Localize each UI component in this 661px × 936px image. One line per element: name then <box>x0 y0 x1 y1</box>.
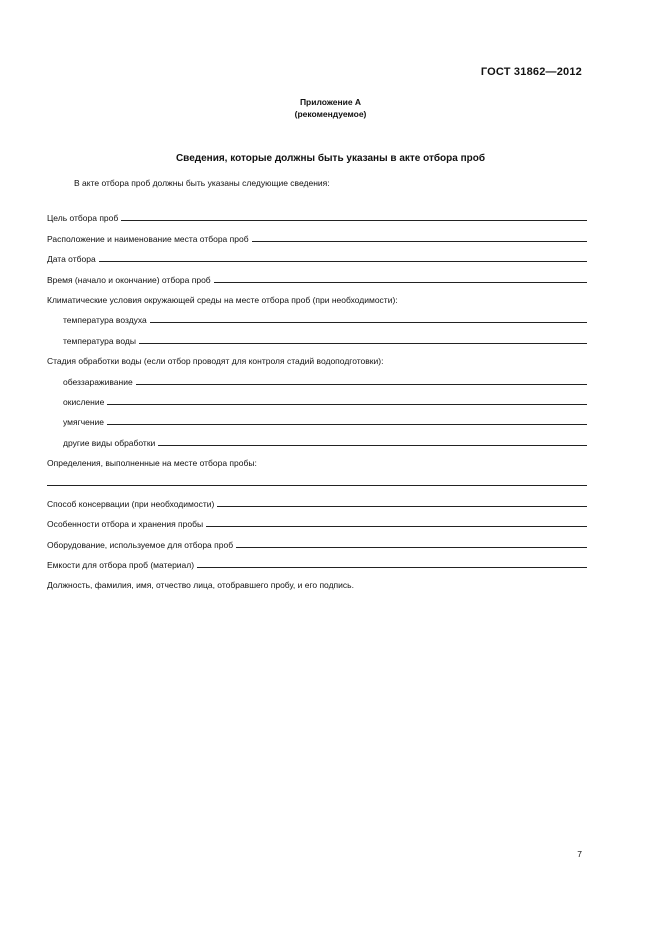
field-label: Емкости для отбора проб (материал) <box>47 560 195 571</box>
fill-line[interactable] <box>136 383 587 385</box>
field-label: окисление <box>63 396 105 407</box>
appendix-heading <box>0 96 661 120</box>
field-water-temp <box>47 325 587 345</box>
fill-line[interactable] <box>150 321 587 323</box>
field-label: обеззараживание <box>63 376 133 387</box>
field-air-temp <box>47 305 587 325</box>
field-label: Особенности отбора и хранения пробы <box>47 519 204 530</box>
fill-line[interactable] <box>252 240 587 242</box>
field-treatment-heading <box>47 346 587 366</box>
field-label: Расположение и наименование места отбора проб <box>47 233 249 244</box>
field-label: Должность, фамилия, имя, отчество лица, отобравшего пробу, и его подпись. <box>47 580 354 591</box>
field-goal <box>47 203 587 223</box>
fill-line[interactable] <box>214 281 587 283</box>
fill-line[interactable] <box>139 342 587 344</box>
field-label: температура воздуха <box>63 315 147 326</box>
field-climate-heading <box>47 285 587 305</box>
field-label: температура воды <box>63 335 136 346</box>
field-equipment <box>47 529 587 549</box>
field-label: Определения, выполненные на месте отбора пробы: <box>47 458 257 469</box>
field-containers <box>47 550 587 570</box>
field-label: Время (начало и окончание) отбора проб <box>47 274 211 285</box>
fill-line[interactable] <box>107 423 587 425</box>
section-title: Сведения, которые должны быть указаны в акте отбора проб <box>175 153 486 164</box>
field-disinfection <box>47 366 587 386</box>
fill-line[interactable] <box>206 525 587 527</box>
field-label: Оборудование, используемое для отбора проб <box>47 539 234 550</box>
fill-line[interactable] <box>121 219 587 221</box>
fill-line[interactable] <box>158 444 587 446</box>
fill-line[interactable] <box>107 403 587 405</box>
fill-line[interactable] <box>99 260 587 262</box>
field-label: Стадия обработки воды (если отбор проводят для контроля стадий водоподготовки): <box>47 356 384 367</box>
field-location <box>47 223 587 243</box>
field-label: Климатические условия окружающей среды на месте отбора проб (при необходимости): <box>47 294 398 305</box>
field-onsite-line <box>47 468 587 488</box>
field-label: Цель отбора проб <box>47 213 119 224</box>
form-fields <box>47 203 587 590</box>
field-other-treatment <box>47 427 587 447</box>
page-number: 7 <box>577 849 582 859</box>
appendix-subtitle: (рекомендуемое) <box>294 109 367 119</box>
field-features <box>47 509 587 529</box>
field-onsite-heading <box>47 448 587 468</box>
intro-text: В акте отбора проб должны быть указаны следующие сведения: <box>74 178 330 188</box>
field-label: Дата отбора <box>47 254 96 265</box>
field-label: Способ консервации (при необходимости) <box>47 498 215 509</box>
field-label: другие виды обработки <box>63 437 156 448</box>
fill-line[interactable] <box>217 505 587 507</box>
field-signature <box>47 570 587 590</box>
field-date <box>47 244 587 264</box>
field-oxidation <box>47 387 587 407</box>
field-preservation <box>47 488 587 508</box>
field-time <box>47 264 587 284</box>
appendix-title: Приложение А <box>299 97 362 107</box>
document-code: ГОСТ 31862—2012 <box>480 66 582 78</box>
field-softening <box>47 407 587 427</box>
field-label: умягчение <box>63 417 105 428</box>
fill-line[interactable] <box>197 566 587 568</box>
fill-line[interactable] <box>236 546 587 548</box>
fill-line[interactable] <box>47 484 587 486</box>
